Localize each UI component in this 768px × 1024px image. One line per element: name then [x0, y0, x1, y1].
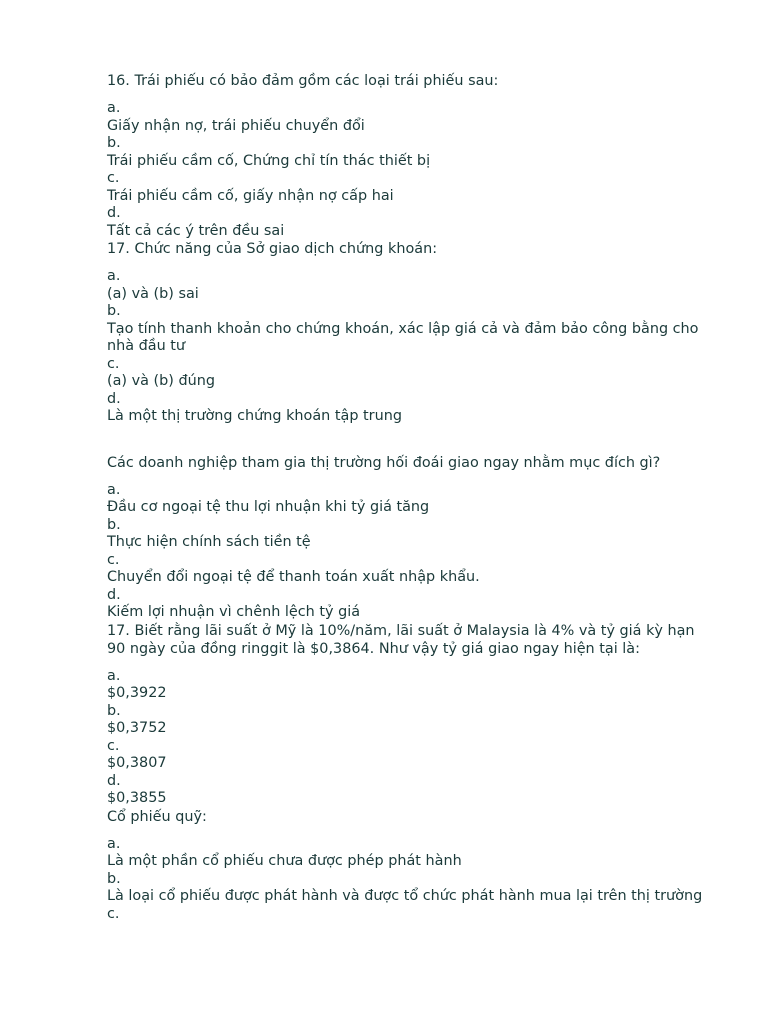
- option-letter: c.: [107, 737, 120, 754]
- option-letter: a.: [107, 835, 121, 852]
- option-letter: d.: [107, 772, 121, 789]
- option-text: Trái phiếu cầm cố, Chứng chỉ tín thác thiết bị: [107, 152, 431, 169]
- option-letter: d.: [107, 586, 121, 603]
- question-block: [107, 622, 707, 808]
- option-letter: c.: [107, 551, 120, 568]
- question-text: 17. Chức năng của Sở giao dịch chứng khoán:: [107, 241, 438, 257]
- option-text: $0,3752: [107, 720, 167, 736]
- option-letter: c.: [107, 905, 120, 922]
- option-letter: a.: [107, 667, 121, 684]
- option-text: Là loại cổ phiếu được phát hành và được tổ chức phát hành mua lại trên thị trường: [107, 888, 703, 904]
- option-letter: b.: [107, 303, 121, 319]
- question-text: 17. Biết rằng lãi suất ở Mỹ là 10%/năm, lãi suất ở Malaysia là 4% và tỷ giá kỳ hạn 90 ngày của đồng ringgit là $0,3864. Như vậy tỷ giá giao ngay hiện tại là:: [107, 622, 695, 657]
- option-text: $0,3922: [107, 685, 167, 701]
- option-text: Trái phiếu cầm cố, giấy nhận nợ cấp hai: [107, 187, 394, 204]
- question-block: [107, 240, 707, 426]
- option-letter: b.: [107, 516, 121, 533]
- option-text: Là một thị trường chứng khoán tập trung: [107, 408, 402, 424]
- option-letter: b.: [107, 870, 121, 887]
- option-text: Kiếm lợi nhuận vì chênh lệch tỷ giá: [107, 604, 361, 620]
- option-letter: a.: [107, 268, 121, 284]
- question-block: [107, 454, 707, 622]
- question-text: Các doanh nghiệp tham gia thị trường hối đoái giao ngay nhằm mục đích gì?: [107, 454, 661, 471]
- question-block: [107, 72, 707, 240]
- option-text: Tất cả các ý trên đều sai: [107, 222, 285, 239]
- question-text: Cổ phiếu quỹ:: [107, 808, 207, 825]
- option-letter: a.: [107, 481, 121, 498]
- option-letter: c.: [107, 170, 120, 186]
- option-text: $0,3807: [107, 755, 167, 771]
- question-text: 16. Trái phiếu có bảo đảm gồm các loại trái phiếu sau:: [107, 73, 499, 89]
- option-text: $0,3855: [107, 790, 167, 806]
- option-text: Giấy nhận nợ, trái phiếu chuyển đổi: [107, 117, 365, 134]
- option-text: Đầu cơ ngoại tệ thu lợi nhuận khi tỷ giá tăng: [107, 499, 430, 515]
- option-letter: a.: [107, 100, 121, 116]
- option-text: Là một phần cổ phiếu chưa được phép phát hành: [107, 853, 462, 869]
- document-page: [107, 72, 707, 923]
- option-text: Chuyển đổi ngoại tệ để thanh toán xuất nhập khẩu.: [107, 569, 480, 585]
- option-letter: d.: [107, 205, 121, 221]
- option-letter: c.: [107, 355, 120, 372]
- option-text: (a) và (b) sai: [107, 285, 199, 302]
- option-letter: b.: [107, 702, 121, 719]
- option-text: Thực hiện chính sách tiền tệ: [107, 534, 311, 550]
- option-text: Tạo tính thanh khoản cho chứng khoán, xác lập giá cả và đảm bảo công bằng cho nhà đầu tư: [107, 320, 699, 354]
- option-text: (a) và (b) đúng: [107, 373, 215, 389]
- option-letter: b.: [107, 135, 121, 151]
- question-block: [107, 808, 707, 924]
- option-letter: d.: [107, 390, 121, 407]
